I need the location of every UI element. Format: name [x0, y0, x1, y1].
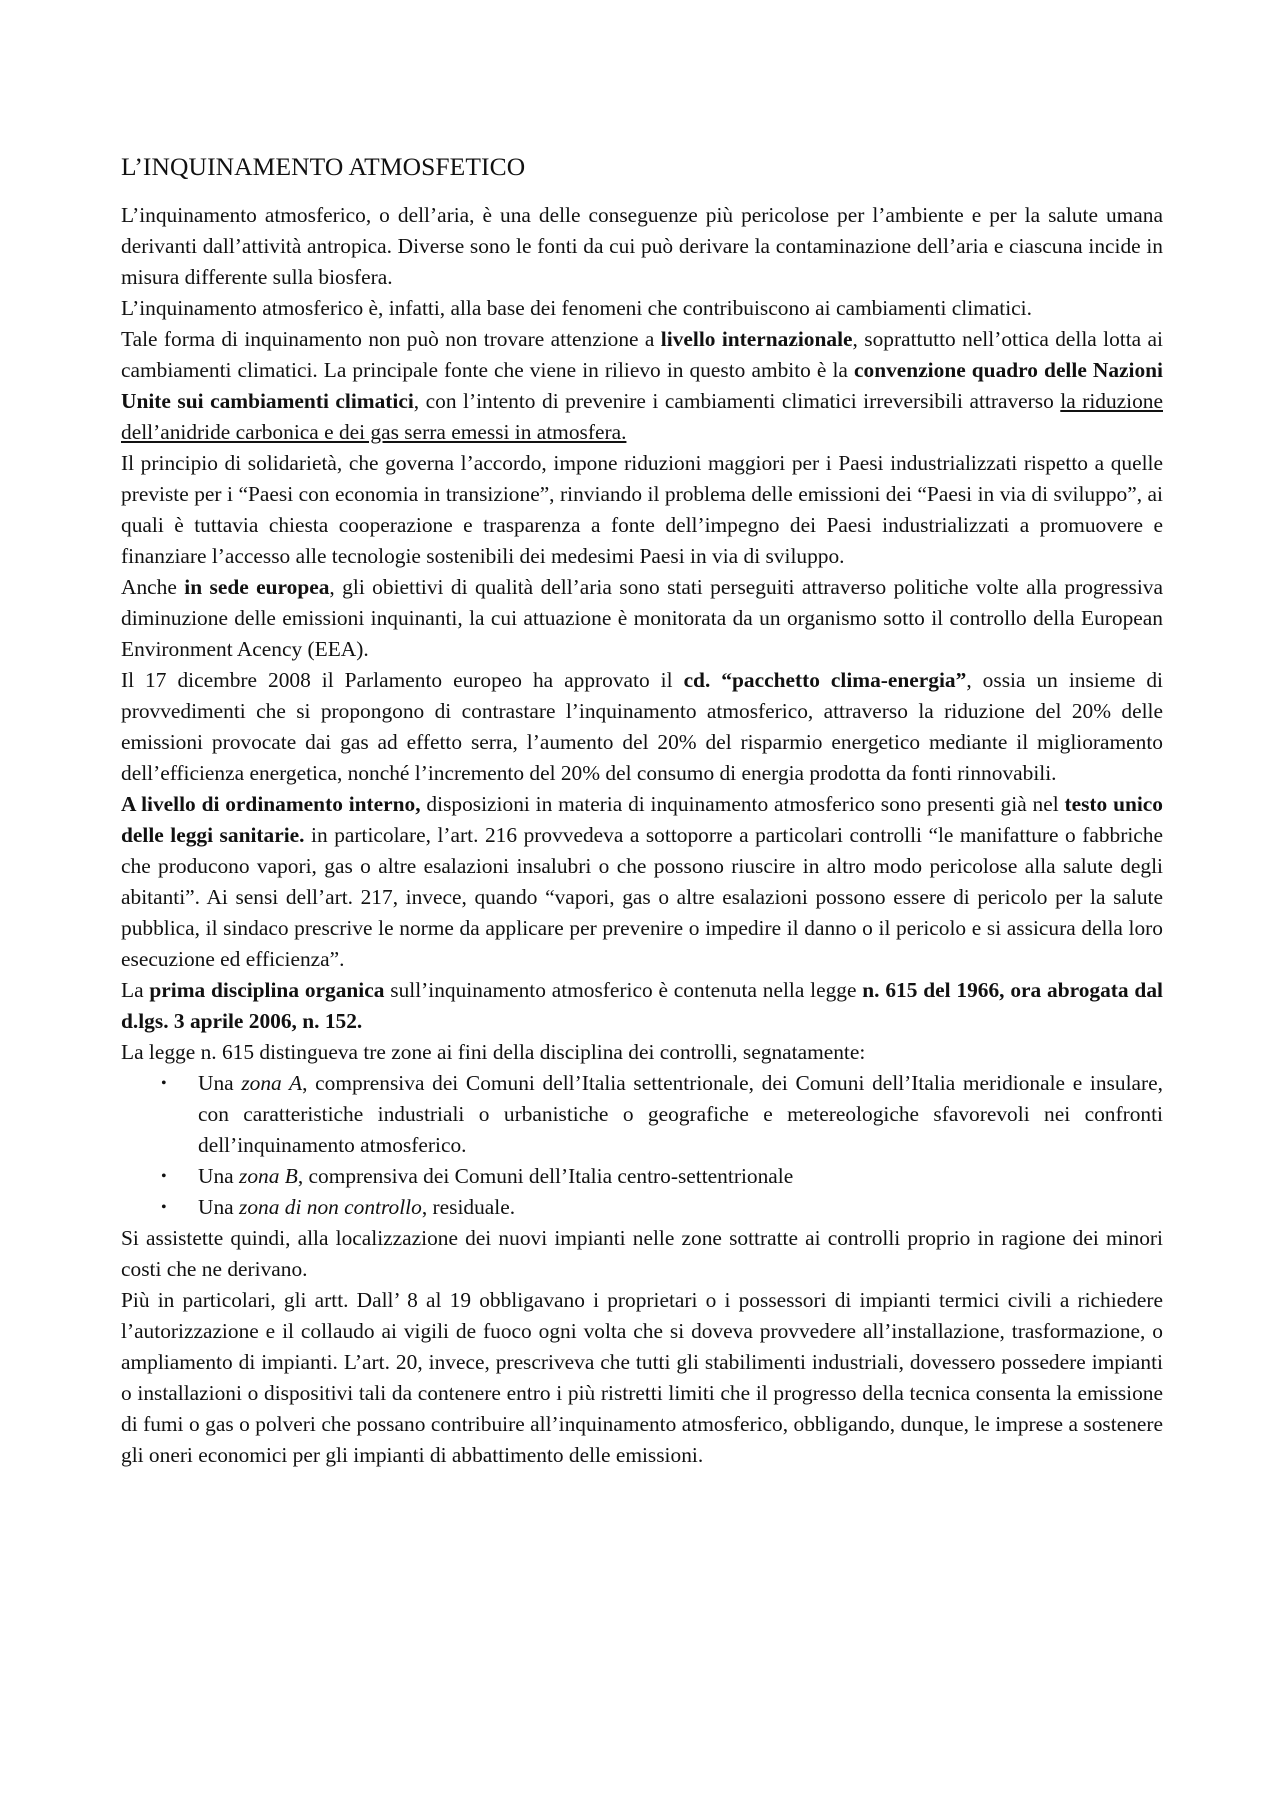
list-item: • Una zona A, comprensiva dei Comuni dell’Italia settentrionale, dei Comuni dell’Italia meridionale e insulare, con caratteristiche industriali o urbanistiche o geografiche e metereologiche sfavorevoli nei confronti dell’inquinamento atmosferico. [121, 1068, 1163, 1161]
paragraph-climate-energy-package: Il 17 dicembre 2008 il Parlamento europeo ha approvato il cd. “pacchetto clima-energia”, ossia un insieme di provvedimenti che si propongono di contrastare l’inquinamento atmosferico, attraverso la riduzione del 20% delle emissioni provocate dai gas ad effetto serra, l’aumento del 20% del risparmio energetico mediante il miglioramento dell’efficienza energetica, nonché l’incremento del 20% del consumo di energia prodotta da fonti rinnovabili. [121, 668, 1163, 785]
bold-testo-unico: testo unico delle leggi sanitarie. [121, 792, 1163, 847]
bold-convenzione-quadro: convenzione quadro delle Nazioni Unite sui cambiamenti climatici [121, 358, 1163, 413]
bold-prima-disciplina: prima disciplina organica [149, 978, 385, 1002]
document-page [121, 150, 1163, 1471]
bold-legge-615: n. 615 del 1966, ora abrogata dal d.lgs. 3 aprile 2006, n. 152. [121, 978, 1163, 1033]
paragraph-european: Anche in sede europea, gli obiettivi di qualità dell’aria sono stati perseguiti attraverso politiche volte alla progressiva diminuzione delle emissioni inquinanti, la cui attuazione è monitorata da un organismo sotto il controllo della European Environment Acency (EEA). [121, 575, 1163, 661]
paragraph-first-discipline: La prima disciplina organica sull’inquinamento atmosferico è contenuta nella legge n. 615 del 1966, ora abrogata dal d.lgs. 3 aprile 2006, n. 152. [121, 978, 1163, 1033]
list-item: • Una zona di non controllo, residuale. [121, 1192, 1163, 1223]
document-title: L’INQUINAMENTO ATMOSFETICO [121, 152, 526, 181]
paragraph-international: Tale forma di inquinamento non può non trovare attenzione a livello internazionale, soprattutto nell’ottica della lotta ai cambiamenti climatici. La principale fonte che viene in rilievo in questo ambito è la convenzione quadro delle Nazioni Unite sui cambiamenti climatici, con l’intento di prevenire i cambiamenti climatici irreversibili attraverso la riduzione dell’anidride carbonica e dei gas serra emessi in atmosfera. [121, 327, 1163, 444]
paragraph-relocation: Si assistette quindi, alla localizzazione dei nuovi impianti nelle zone sottratte ai controlli proprio in ragione dei minori costi che ne derivano. [121, 1226, 1163, 1281]
list-item: • Una zona B, comprensiva dei Comuni dell’Italia centro-settentrionale [121, 1161, 1163, 1192]
paragraph-intro: L’inquinamento atmosferico, o dell’aria, è una delle conseguenze più pericolose per l’ambiente e per la salute umana derivanti dall’attività antropica. Diverse sono le fonti da cui può derivare la contaminazione dell’aria e ciascuna incide in misura differente sulla biosfera. [121, 203, 1163, 289]
paragraph-zones-intro: La legge n. 615 distingueva tre zone ai fini della disciplina dei controlli, segnatamente: [121, 1040, 866, 1064]
bold-pacchetto-clima-energia: cd. “pacchetto clima-energia” [683, 668, 967, 692]
bullet-icon: • [161, 1075, 167, 1092]
paragraph-internal-law: A livello di ordinamento interno, disposizioni in materia di inquinamento atmosferico sono presenti già nel testo unico delle leggi sanitarie. in particolare, l’art. 216 provvedeva a sottoporre a particolari controlli “le manifatture o fabbriche che producono vapori, gas o altre esalazioni insalubri o che possono riuscire in altro modo pericolose alla salute degli abitanti”. Ai sensi dell’art. 217, invece, quando “vapori, gas o altre esalazioni possono essere di pericolo per la salute pubblica, il sindaco prescrive le norme da applicare per prevenire o impedire il danno o il pericolo e si assicura della loro esecuzione ed efficienza”. [121, 792, 1163, 971]
bullet-icon: • [161, 1199, 167, 1216]
bold-livello-internazionale: livello internazionale [660, 327, 853, 351]
bold-ordinamento-interno: A livello di ordinamento interno, [121, 792, 421, 816]
paragraph-solidarity: Il principio di solidarietà, che governa l’accordo, impone riduzioni maggiori per i Paesi industrializzati rispetto a quelle previste per i “Paesi con economia in transizione”, rinviando il problema delle emissioni dei “Paesi in via di sviluppo”, ai quali è tuttavia chiesta cooperazione e trasparenza a fonte dell’impegno dei Paesi industrializzati a promuovere e finanziare l’accesso alle tecnologie sostenibili dei medesimi Paesi in via di sviluppo. [121, 451, 1163, 568]
zones-list [121, 1068, 1163, 1223]
bullet-icon: • [161, 1168, 167, 1185]
paragraph-climate: L’inquinamento atmosferico è, infatti, alla base dei fenomeni che contribuiscono ai cambiamenti climatici. [121, 296, 1032, 320]
bold-sede-europea: in sede europea [184, 575, 330, 599]
paragraph-articles: Più in particolari, gli artt. Dall’ 8 al 19 obbligavano i proprietari o i possessori di impianti termici civili a richiedere l’autorizzazione e il collaudo ai vigili de fuoco ogni volta che si doveva provvedere all’installazione, trasformazione, o ampliamento di impianti. L’art. 20, invece, prescriveva che tutti gli stabilimenti industriali, dovessero possedere impianti o installazioni o dispositivi tali da contenere entro i più ristretti limiti che il progresso della tecnica consenta la emissione di fumi o gas o polveri che possano contribuire all’inquinamento atmosferico, obbligando, dunque, le imprese a sostenere gli oneri economici per gli impianti di abbattimento delle emissioni. [121, 1288, 1163, 1467]
underlined-riduzione: la riduzione dell’anidride carbonica e dei gas serra emessi in atmosfera. [121, 389, 1163, 444]
